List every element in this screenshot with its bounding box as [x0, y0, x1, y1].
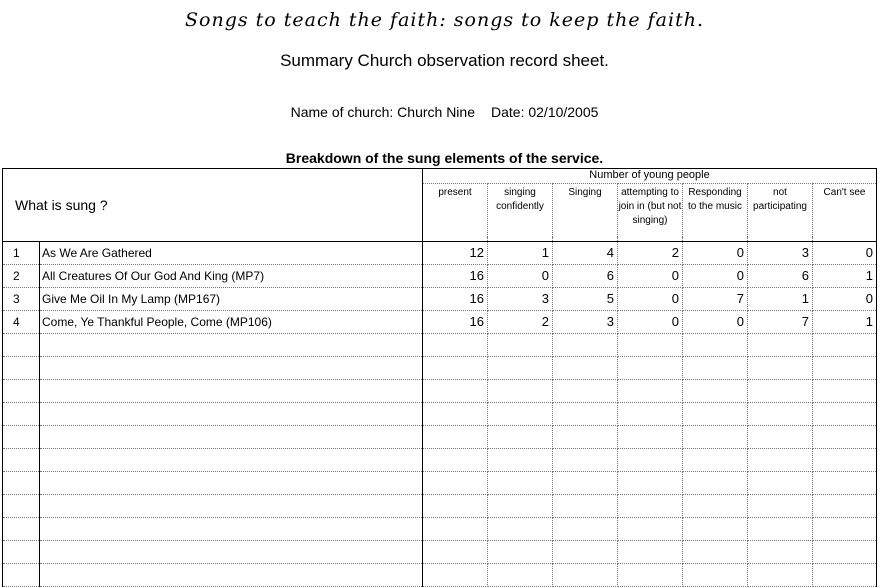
empty-cell	[813, 403, 877, 426]
table-row	[3, 311, 877, 334]
what-is-sung-header: What is sung ?	[3, 169, 423, 242]
table-row	[3, 242, 877, 265]
song-title: All Creatures Of Our God And King (MP7)	[40, 265, 423, 288]
count-cell: 0	[683, 265, 748, 288]
count-cell: 1	[813, 265, 877, 288]
empty-table-row	[3, 334, 877, 357]
empty-cell	[40, 541, 423, 564]
empty-cell	[423, 518, 488, 541]
count-cell: 6	[553, 265, 618, 288]
empty-table-row	[3, 495, 877, 518]
empty-cell	[618, 357, 683, 380]
section-title: Breakdown of the sung elements of the service.	[285, 150, 604, 166]
empty-table-row	[3, 564, 877, 587]
column-header: Can't see	[813, 184, 877, 238]
empty-cell	[40, 357, 423, 380]
empty-cell	[553, 495, 618, 518]
empty-cell	[3, 564, 40, 587]
empty-cell	[553, 518, 618, 541]
empty-cell	[40, 426, 423, 449]
column-header: singing confidently	[488, 184, 553, 238]
empty-cell	[423, 541, 488, 564]
empty-table-row	[3, 403, 877, 426]
empty-cell	[3, 449, 40, 472]
empty-cell	[683, 357, 748, 380]
empty-cell	[40, 495, 423, 518]
count-cell: 0	[683, 242, 748, 265]
empty-cell	[748, 357, 813, 380]
count-cell: 16	[423, 311, 488, 334]
empty-table-row	[3, 380, 877, 403]
empty-table-row	[3, 449, 877, 472]
column-header: not participating	[748, 184, 813, 238]
empty-cell	[553, 426, 618, 449]
observation-date: Date: 02/10/2005	[491, 104, 599, 120]
empty-cell	[553, 380, 618, 403]
empty-cell	[618, 564, 683, 587]
row-number: 3	[3, 288, 40, 311]
empty-cell	[40, 334, 423, 357]
empty-table-row	[3, 472, 877, 495]
column-header: Singing	[553, 184, 618, 238]
empty-cell	[3, 518, 40, 541]
empty-cell	[813, 334, 877, 357]
empty-cell	[553, 357, 618, 380]
empty-cell	[748, 472, 813, 495]
empty-cell	[683, 495, 748, 518]
column-header: Responding to the music	[683, 184, 748, 238]
count-cell: 1	[813, 311, 877, 334]
empty-cell	[423, 403, 488, 426]
count-cell: 4	[553, 242, 618, 265]
song-title: Come, Ye Thankful People, Come (MP106)	[40, 311, 423, 334]
count-cell: 16	[423, 288, 488, 311]
empty-cell	[748, 426, 813, 449]
count-cell: 3	[553, 311, 618, 334]
empty-cell	[618, 334, 683, 357]
empty-cell	[683, 380, 748, 403]
count-cell: 5	[553, 288, 618, 311]
song-title: Give Me Oil In My Lamp (MP167)	[40, 288, 423, 311]
count-cell: 2	[618, 242, 683, 265]
empty-cell	[3, 334, 40, 357]
empty-cell	[618, 541, 683, 564]
empty-cell	[748, 564, 813, 587]
row-number: 1	[3, 242, 40, 265]
count-cell: 0	[813, 242, 877, 265]
empty-cell	[683, 472, 748, 495]
empty-cell	[618, 380, 683, 403]
empty-cell	[553, 472, 618, 495]
empty-table-row	[3, 426, 877, 449]
empty-cell	[813, 357, 877, 380]
count-cell: 16	[423, 265, 488, 288]
column-header: attempting to join in (but not singing)	[618, 184, 683, 238]
empty-cell	[40, 449, 423, 472]
empty-cell	[488, 541, 553, 564]
count-cell: 3	[488, 288, 553, 311]
empty-cell	[813, 472, 877, 495]
empty-table-row	[3, 357, 877, 380]
sung-elements-table	[2, 168, 877, 587]
empty-cell	[683, 426, 748, 449]
count-cell: 7	[748, 311, 813, 334]
empty-table-row	[3, 541, 877, 564]
table-row	[3, 265, 877, 288]
count-cell: 0	[618, 311, 683, 334]
count-cell: 0	[488, 265, 553, 288]
empty-cell	[488, 449, 553, 472]
empty-cell	[553, 334, 618, 357]
empty-cell	[813, 426, 877, 449]
church-info	[0, 104, 889, 120]
column-header: present	[423, 184, 488, 238]
empty-table-row	[3, 518, 877, 541]
empty-cell	[423, 564, 488, 587]
empty-cell	[488, 518, 553, 541]
empty-cell	[748, 495, 813, 518]
empty-cell	[488, 564, 553, 587]
empty-cell	[683, 518, 748, 541]
empty-cell	[748, 334, 813, 357]
empty-cell	[40, 564, 423, 587]
empty-cell	[618, 472, 683, 495]
empty-cell	[813, 495, 877, 518]
row-number: 4	[3, 311, 40, 334]
empty-cell	[40, 403, 423, 426]
empty-cell	[423, 334, 488, 357]
empty-cell	[40, 518, 423, 541]
empty-cell	[488, 334, 553, 357]
empty-cell	[683, 449, 748, 472]
empty-cell	[488, 403, 553, 426]
empty-cell	[488, 472, 553, 495]
empty-cell	[3, 472, 40, 495]
document-banner: Songs to teach the faith: songs to keep the faith.	[185, 9, 704, 31]
empty-cell	[3, 403, 40, 426]
empty-cell	[683, 564, 748, 587]
empty-cell	[683, 334, 748, 357]
empty-cell	[423, 495, 488, 518]
empty-cell	[618, 403, 683, 426]
empty-cell	[423, 380, 488, 403]
church-name: Name of church: Church Nine	[290, 104, 475, 120]
empty-cell	[488, 426, 553, 449]
empty-cell	[813, 449, 877, 472]
count-cell: 0	[618, 288, 683, 311]
table-row	[3, 288, 877, 311]
empty-cell	[813, 518, 877, 541]
empty-cell	[813, 541, 877, 564]
empty-cell	[3, 357, 40, 380]
empty-cell	[3, 426, 40, 449]
empty-cell	[553, 541, 618, 564]
empty-cell	[3, 541, 40, 564]
count-cell: 12	[423, 242, 488, 265]
empty-cell	[40, 472, 423, 495]
empty-cell	[423, 357, 488, 380]
empty-cell	[488, 495, 553, 518]
document-subtitle: Summary Church observation record sheet.	[280, 51, 609, 70]
empty-cell	[423, 449, 488, 472]
empty-cell	[683, 403, 748, 426]
empty-cell	[618, 426, 683, 449]
empty-cell	[40, 380, 423, 403]
empty-cell	[748, 449, 813, 472]
empty-cell	[3, 380, 40, 403]
empty-cell	[618, 495, 683, 518]
count-cell: 1	[748, 288, 813, 311]
count-cell: 3	[748, 242, 813, 265]
count-cell: 1	[488, 242, 553, 265]
empty-cell	[423, 426, 488, 449]
empty-cell	[488, 380, 553, 403]
empty-cell	[748, 541, 813, 564]
count-cell: 2	[488, 311, 553, 334]
count-cell: 0	[683, 311, 748, 334]
young-people-group-header: Number of young people	[423, 169, 877, 184]
empty-cell	[748, 380, 813, 403]
empty-cell	[488, 357, 553, 380]
empty-cell	[423, 472, 488, 495]
empty-cell	[618, 449, 683, 472]
empty-cell	[3, 495, 40, 518]
empty-cell	[748, 518, 813, 541]
empty-cell	[553, 449, 618, 472]
song-title: As We Are Gathered	[40, 242, 423, 265]
empty-cell	[553, 564, 618, 587]
count-cell: 6	[748, 265, 813, 288]
row-number: 2	[3, 265, 40, 288]
count-cell: 7	[683, 288, 748, 311]
empty-cell	[748, 403, 813, 426]
empty-cell	[683, 541, 748, 564]
empty-cell	[813, 564, 877, 587]
empty-cell	[618, 518, 683, 541]
count-cell: 0	[813, 288, 877, 311]
count-cell: 0	[618, 265, 683, 288]
empty-cell	[813, 380, 877, 403]
empty-cell	[553, 403, 618, 426]
